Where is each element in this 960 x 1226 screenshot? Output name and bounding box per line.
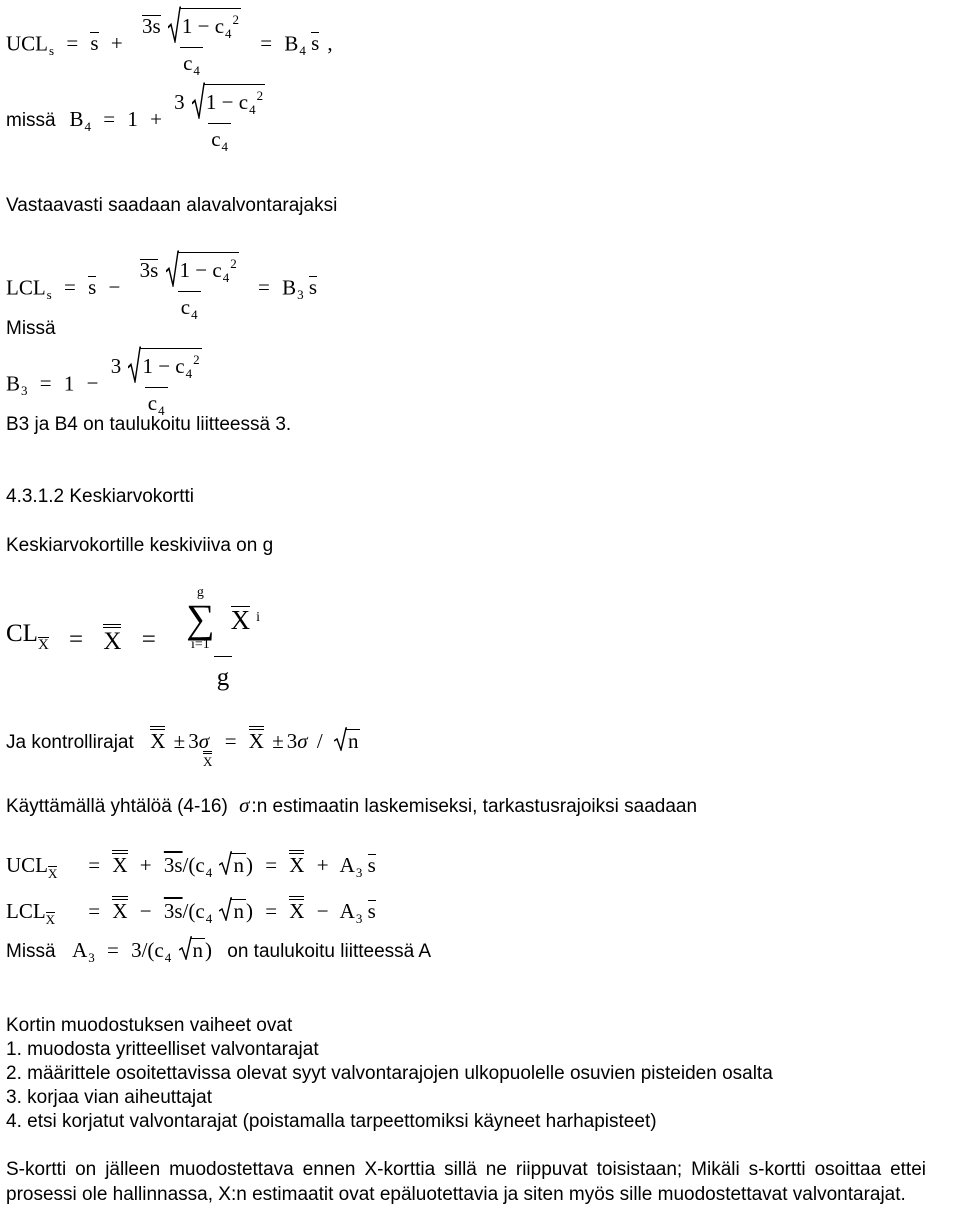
c-sub: 4 — [225, 26, 232, 41]
den-sub: 4 — [193, 63, 200, 78]
comma: , — [327, 31, 333, 56]
sqrt-sign — [219, 897, 232, 921]
s-bar: s — [88, 275, 97, 300]
c: c — [212, 258, 222, 282]
den-sub: 4 — [158, 403, 165, 418]
one: 1 — [127, 107, 138, 132]
sqrt-sign — [166, 250, 179, 287]
num-coef: 3 — [110, 354, 122, 378]
formula-lcl-s — [6, 252, 317, 327]
s-bar: s — [367, 899, 376, 923]
s-bar-2: s — [311, 31, 320, 56]
denominator — [178, 291, 201, 327]
slash-open: /(c — [182, 853, 205, 877]
minus: − — [195, 258, 208, 282]
kayttamalla-before: Käyttämällä yhtälöä (4-16) — [6, 796, 228, 817]
minus-sign: − — [139, 899, 152, 923]
b3-label: B — [6, 371, 21, 396]
sqrt — [334, 729, 361, 753]
denominator — [208, 123, 231, 159]
minus-sign: − — [108, 275, 121, 300]
s-bar: s — [367, 853, 376, 877]
sqrt — [219, 853, 246, 877]
ucl-x-sub-x: X — [48, 866, 58, 881]
s-bar: s — [90, 31, 99, 56]
sum-fraction — [176, 586, 270, 693]
denominator — [180, 47, 203, 83]
eq-sign: = — [107, 938, 119, 962]
den-c: c — [147, 391, 158, 415]
c-sub: 4 — [205, 911, 213, 926]
numerator — [139, 8, 244, 47]
num-coef: 3 — [174, 90, 185, 114]
sqrt-sign — [168, 6, 181, 43]
x-double-bar: X — [150, 726, 165, 751]
minus: − — [221, 90, 234, 114]
c: c — [238, 90, 249, 114]
close-paren: ) — [205, 938, 212, 962]
text-keskiarvo-intro: Keskiarvokortille keskiviiva on g — [6, 535, 274, 556]
a3-sub: 3 — [88, 950, 95, 965]
eq-sign: = — [103, 107, 116, 132]
formula-ucl-x — [6, 850, 376, 886]
num-coef: 3s — [139, 258, 159, 282]
eq-sign-2: = — [265, 853, 278, 877]
slash-open: /(c — [182, 899, 205, 923]
b3: B — [282, 275, 297, 300]
eq-sign: = — [39, 371, 52, 396]
ucl-x-lhs — [6, 853, 76, 886]
slash: / — [316, 729, 323, 753]
sqrt — [192, 84, 265, 121]
c-sub: 4 — [222, 270, 230, 285]
c-sup: 2 — [230, 256, 237, 271]
numerator — [137, 252, 242, 291]
sqrt — [219, 899, 246, 923]
x-double-bar-2: X — [249, 726, 264, 751]
b4-label: B — [69, 107, 84, 132]
three: 3 — [131, 938, 142, 962]
sqrt — [168, 8, 241, 45]
fraction — [137, 252, 242, 327]
three-s-text: 3s — [163, 853, 183, 877]
ucl-x-label: UCL — [6, 853, 48, 877]
c-sub: 4 — [185, 366, 193, 381]
three-s — [164, 899, 183, 923]
xi — [231, 603, 260, 635]
summation — [186, 586, 215, 652]
section-heading: 4.3.1.2 Keskiarvokortti — [6, 486, 194, 507]
n: n — [192, 938, 203, 962]
x-double-bar: X — [112, 896, 127, 921]
three-2: 3 — [286, 729, 298, 753]
eq-sign-2: = — [265, 899, 278, 923]
xi-bar: X — [230, 605, 251, 635]
cl-sub-x: X — [37, 637, 49, 653]
ucl-label: UCL — [6, 31, 48, 56]
s-bar-2: s — [308, 275, 318, 300]
ucl-sub: s — [49, 43, 55, 59]
sigma: σ — [198, 729, 210, 753]
c-sub: 4 — [249, 102, 256, 117]
b3-label-sub: 3 — [21, 383, 28, 399]
x-double-bar-2: X — [289, 850, 304, 875]
a3: A — [339, 853, 355, 877]
sigma-2: σ — [297, 729, 308, 753]
formula-kontrollirajat — [6, 726, 360, 774]
lcl-x-lhs — [6, 899, 76, 932]
eq-sign-2: = — [257, 275, 270, 300]
eq-sign: = — [63, 275, 76, 300]
num-one: 1 — [181, 14, 193, 38]
lcl-x-sub — [46, 912, 55, 927]
formula-a3 — [6, 938, 431, 970]
a3-sub: 3 — [355, 911, 363, 926]
sqrt-sign — [128, 346, 141, 383]
a3: A — [72, 938, 88, 962]
minus: − — [158, 354, 171, 378]
num-one: 1 — [142, 354, 153, 378]
eq-sign: = — [224, 729, 237, 753]
text-kayttamalla — [6, 794, 697, 818]
plus-sign-2: + — [316, 853, 329, 877]
minus: − — [197, 14, 210, 38]
sqrt — [179, 938, 206, 962]
sqrt — [166, 252, 239, 289]
den-c: c — [183, 51, 193, 75]
closing-paragraph: S-kortti on jälleen muodostettava ennen X-korttia sillä ne riippuvat toisistaan; Mikäli s-kortti osoittaa ettei prosessi ole hallinnassa, X:n estimaatit ovat epäluotettavia ja siten myös sille muodostettavat valvontarajat. — [6, 1159, 926, 1205]
plus-sign: + — [139, 853, 152, 877]
fraction — [139, 8, 244, 83]
numerator — [108, 348, 205, 387]
a3-after: on taulukoitu liitteessä A — [227, 941, 432, 962]
c-sup: 2 — [232, 12, 240, 27]
sum-numerator — [176, 586, 270, 656]
eq-sign: = — [66, 31, 79, 56]
list-item-1: 1. muodosta yritteelliset valvontarajat — [6, 1039, 319, 1060]
formula-ucl-s — [6, 8, 333, 83]
den-c: c — [211, 127, 221, 151]
close-paren: ) — [245, 853, 253, 877]
formula-b3 — [6, 348, 209, 423]
b3-sub: 3 — [297, 287, 304, 303]
plus-sign: + — [110, 31, 123, 56]
c-sub: 4 — [164, 950, 172, 965]
sum-lower: i=1 — [190, 637, 210, 652]
sqrt-sign — [219, 851, 232, 875]
lcl-x-label: LCL — [6, 899, 46, 923]
eq-sign: = — [69, 625, 84, 653]
close-paren: ) — [245, 899, 253, 923]
lcl-x-sub-x: X — [45, 912, 56, 927]
text-b3b4: B3 ja B4 on taulukoitu liitteessä 3. — [6, 414, 292, 435]
c: c — [175, 354, 185, 378]
eq-sign-2: = — [141, 625, 156, 653]
text-missa: Missä — [6, 318, 56, 339]
three-s-text: 3s — [163, 899, 183, 923]
sigma-sum-icon: ∑ — [186, 596, 215, 641]
eq-sign: = — [88, 899, 101, 923]
sqrt-sign — [192, 82, 205, 119]
num-one: 1 — [179, 258, 191, 282]
three-s — [164, 853, 183, 877]
den-c: c — [180, 295, 191, 319]
sqrt-sign — [179, 936, 192, 960]
lcl-sub: s — [46, 287, 52, 303]
n: n — [233, 899, 244, 923]
n: n — [347, 729, 359, 753]
x-double-bar: X — [112, 850, 127, 875]
c-sup: 2 — [193, 352, 200, 367]
minus-sign: − — [86, 371, 99, 396]
num-one: 1 — [205, 90, 217, 114]
formula-lcl-x — [6, 896, 376, 932]
num-coef: 3s — [141, 14, 161, 38]
a3: A — [339, 899, 355, 923]
list-item-4: 4. etsi korjatut valvontarajat (poistamalla tarpeettomiksi käyneet harhapisteet) — [6, 1111, 657, 1132]
missa-label: missä — [6, 110, 56, 132]
b4-sub: 4 — [299, 43, 306, 59]
one: 1 — [63, 371, 75, 396]
n: n — [233, 853, 244, 877]
cl-lhs — [6, 619, 49, 660]
lcl-label: LCL — [6, 275, 46, 300]
eq-sign: = — [88, 853, 101, 877]
formula-b4 — [6, 84, 272, 159]
ucl-x-sub — [48, 866, 57, 881]
sigma-sub — [203, 750, 212, 774]
sigma-sub-x: X — [203, 751, 212, 768]
eq-sign-2: = — [260, 31, 273, 56]
b4: B — [284, 31, 299, 56]
sqrt-sign — [334, 727, 347, 751]
c: c — [214, 14, 225, 38]
numerator — [171, 84, 268, 123]
sum-denominator: g — [214, 656, 233, 693]
x-double-bar: X — [103, 624, 121, 655]
sum-upper: g — [196, 585, 204, 600]
cl-label: CL — [6, 620, 38, 647]
plus-sign: + — [150, 107, 162, 132]
text-vastaavasti: Vastaavasti saadaan alavalvontarajaksi — [6, 195, 338, 216]
three: 3 — [188, 729, 199, 753]
c-sub: 4 — [205, 865, 213, 880]
formula-cl — [6, 586, 270, 693]
kontroll-label: Ja kontrollirajat — [6, 732, 134, 753]
den-sub: 4 — [221, 139, 229, 154]
fraction — [171, 84, 268, 159]
minus-sign-2: − — [316, 899, 329, 923]
sqrt — [128, 348, 201, 385]
slash-open: /(c — [141, 938, 164, 962]
sigma: σ — [239, 793, 250, 817]
c-sup: 2 — [256, 88, 264, 103]
pm-2: ± — [272, 729, 284, 753]
xi-sub: i — [256, 610, 260, 625]
missa-label: Missä — [6, 941, 56, 962]
list-item-3: 3. korjaa vian aiheuttajat — [6, 1087, 212, 1108]
list-item-2: 2. määrittele osoitettavissa olevat syyt valvontarajojen ulkopuolelle osuvien pisteiden osalta — [6, 1063, 773, 1084]
a3-sub: 3 — [355, 865, 363, 880]
fraction — [108, 348, 205, 423]
b4-label-sub: 4 — [84, 119, 91, 135]
cl-sub — [38, 637, 49, 653]
list-title: Kortin muodostuksen vaiheet ovat — [6, 1015, 293, 1036]
pm: ± — [173, 729, 186, 753]
den-sub: 4 — [191, 307, 198, 322]
kayttamalla-after: :n estimaatin laskemiseksi, tarkastusrajoiksi saadaan — [251, 796, 698, 817]
x-double-bar-2: X — [289, 896, 304, 921]
